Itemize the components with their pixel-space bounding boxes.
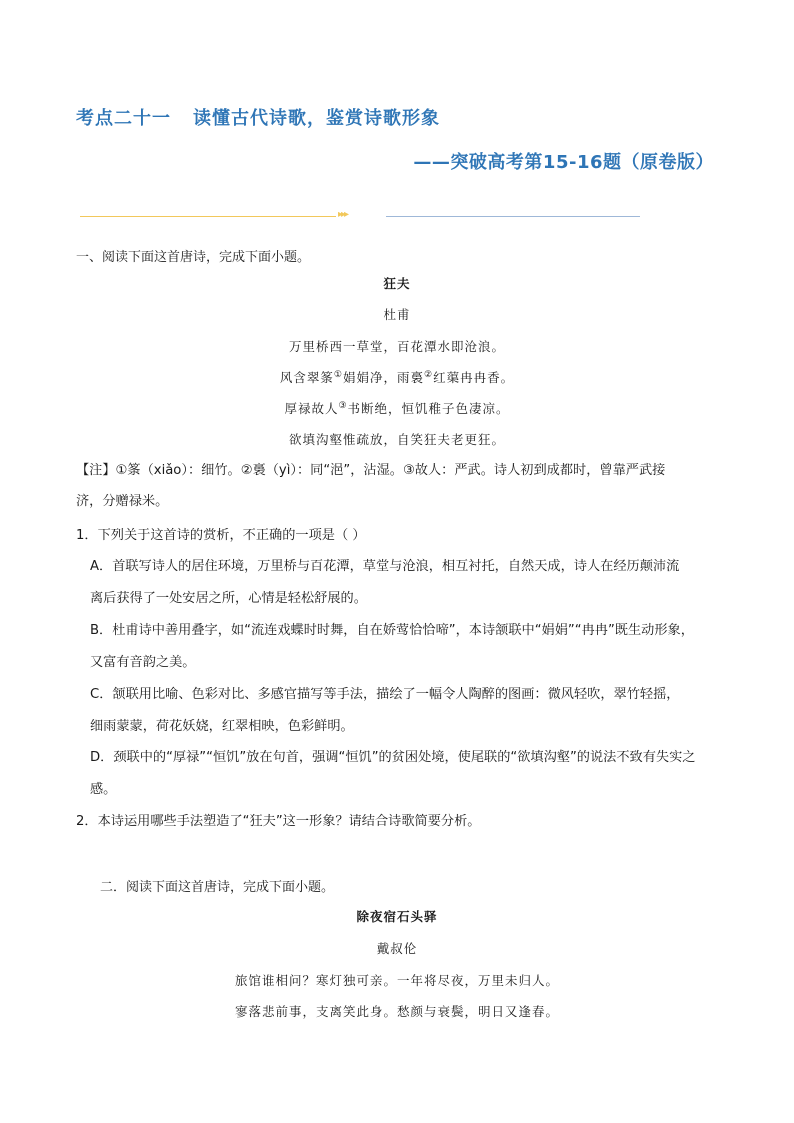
footnote-mark-1: ① xyxy=(333,370,343,380)
section2-heading: 二．阅读下面这首唐诗，完成下面小题。 xyxy=(100,880,335,895)
decorative-divider xyxy=(80,209,640,220)
question-2: 2．本诗运用哪些手法塑造了“狂夫”这一形象？请结合诗歌简要分析。 xyxy=(76,814,481,829)
title-topic: 读懂古代诗歌，鉴赏诗歌形象 xyxy=(193,108,440,129)
poem1-line-1: 万里桥西一草堂，百花潭水即沧浪。 xyxy=(288,339,505,354)
poem2-author: 戴叔伦 xyxy=(376,941,418,956)
title-main: 考点二十一 xyxy=(76,108,171,129)
footnote-mark-2: ② xyxy=(424,370,434,380)
divider-line-right xyxy=(386,216,640,217)
option-b-line-1: B．杜甫诗中善用叠字，如“流连戏蝶时时舞，自在娇莺恰恰啼”，本诗颔联中“娟娟”“冉冉”既生动形象， xyxy=(90,623,694,638)
section1-heading: 一、阅读下面这首唐诗，完成下面小题。 xyxy=(76,250,311,265)
poem2-title: 除夜宿石头驿 xyxy=(356,909,438,924)
poem1-line-2: 风含翠筿①娟娟净，雨裛②红蕖冉冉香。 xyxy=(279,370,515,385)
poem2-line-1: 旅馆谁相问？寒灯独可亲。一年将尽夜，万里未归人。 xyxy=(234,973,559,988)
poem1-line-3: 厚禄故人③书断绝，恒饥稚子色凄凉。 xyxy=(284,401,510,416)
question-1: 1．下列关于这首诗的赏析，不正确的一项是（ ） xyxy=(76,528,366,543)
option-d-line-2: 感。 xyxy=(90,782,117,797)
poem1-title: 狂夫 xyxy=(383,276,411,291)
annotation-line-1: 【注】①筿（xiǎo）：细竹。②裛（yì）：同“浥”，沾湿。③故人：严武。诗人初到成都时，曾靠严武接 xyxy=(76,463,666,478)
option-a-line-2: 离后获得了一处安居之所，心情是轻松舒展的。 xyxy=(90,591,367,606)
page-title xyxy=(76,104,440,130)
option-c-line-1: C．颔联用比喻、色彩对比、多感官描写等手法，描绘了一幅令人陶醉的图画：微风轻吹，翠竹轻摇， xyxy=(90,687,680,702)
poem1-line-4: 欲填沟壑惟疏放，自笑狂夫老更狂。 xyxy=(288,432,505,447)
page-subtitle: ——突破高考第15-16题（原卷版） xyxy=(413,152,714,173)
poem1-author: 杜甫 xyxy=(383,307,411,322)
poem2-line-2: 寥落悲前事，支离笑此身。愁颜与衰鬓，明日又逢春。 xyxy=(234,1004,559,1019)
option-c-line-2: 细雨蒙蒙，荷花妖娆，红翠相映，色彩鲜明。 xyxy=(90,719,354,734)
option-d-line-1: D．颈联中的“厚禄”“恒饥”放在句首，强调“恒饥”的贫困处境，使尾联的“欲填沟壑”的说法不致有失实之 xyxy=(90,750,696,765)
option-a-line-1: A．首联写诗人的居住环境，万里桥与百花潭，草堂与沧浪，相互衬托，自然天成，诗人在经历颠沛流 xyxy=(90,559,680,574)
annotation-line-2: 济，分赠禄米。 xyxy=(76,494,169,509)
divider-line-left xyxy=(80,216,336,217)
footnote-mark-3: ③ xyxy=(338,401,348,411)
option-b-line-2: 又富有音韵之美。 xyxy=(90,655,196,670)
divider-arrows-icon: ▸▸▸ xyxy=(338,209,348,220)
